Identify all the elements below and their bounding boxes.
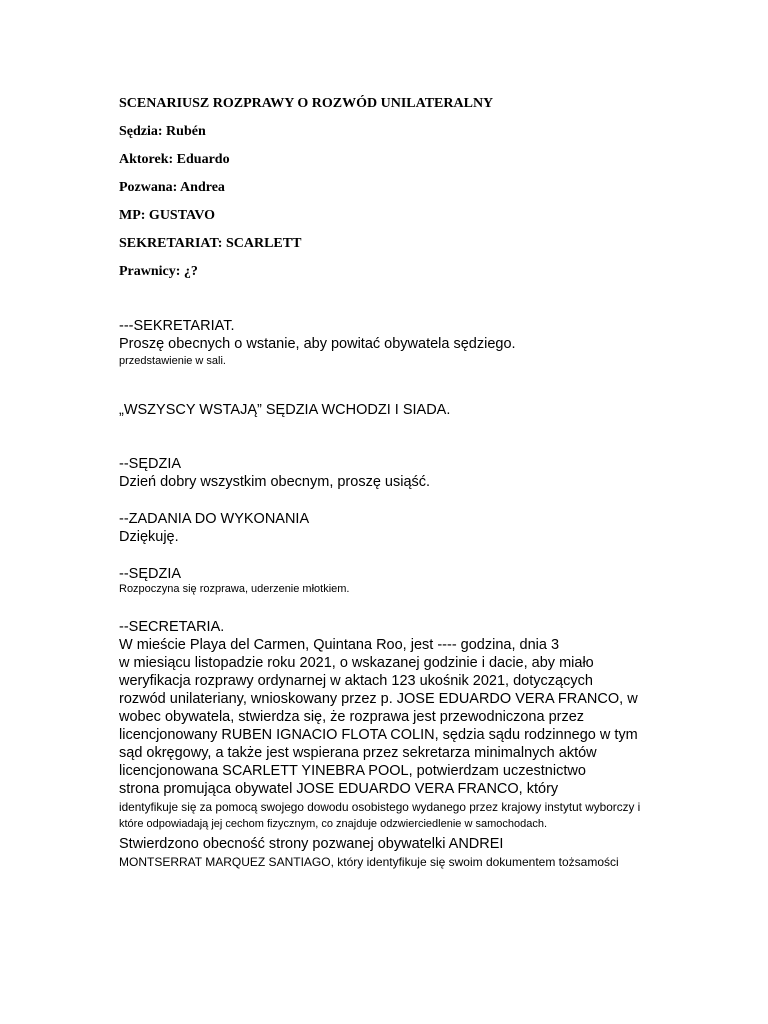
dialogue-line: licencjonowany RUBEN IGNACIO FLOTA COLIN, sędzia sądu rodzinnego w tym xyxy=(119,727,638,743)
role-prosecutor: MP: GUSTAVO xyxy=(119,208,216,223)
stage-direction: „WSZYSCY WSTAJĄ” SĘDZIA WCHODZI I SIADA. xyxy=(119,402,451,418)
dialogue-line-small: które odpowiadają jej cechom fizycznym, co znajduje odzwierciedlenie w samochodach. xyxy=(119,818,547,830)
speaker-judge: --SĘDZIA xyxy=(119,456,182,472)
role-defendant: Pozwana: Andrea xyxy=(119,180,225,195)
speaker-secretaria: --SECRETARIA. xyxy=(119,619,225,635)
dialogue-line: Dzień dobry wszystkim obecnym, proszę usiąść. xyxy=(119,474,431,490)
dialogue-line-small: identyfikuje się za pomocą swojego dowodu osobistego wydanego przez krajowy instytut wyborczy i xyxy=(119,800,641,814)
role-plaintiff: Aktorek: Eduardo xyxy=(119,152,230,167)
document-title: SCENARIUSZ ROZPRAWY O ROZWÓD UNILATERALNY xyxy=(119,96,494,111)
dialogue-line: Dziękuję. xyxy=(119,529,179,545)
dialogue-line: wobec obywatela, stwierdza się, że rozprawa jest przewodniczona przez xyxy=(119,709,585,725)
dialogue-line: Stwierdzono obecność strony pozwanej obywatelki ANDREI xyxy=(119,836,504,852)
stage-note: Rozpoczyna się rozprawa, uderzenie młotkiem. xyxy=(119,583,350,595)
dialogue-line: strona promująca obywatel JOSE EDUARDO VERA FRANCO, który xyxy=(119,781,559,797)
dialogue-line: sąd okręgowy, a także jest wspierana przez sekretarza minimalnych aktów xyxy=(119,745,597,761)
speaker-judge: --SĘDZIA xyxy=(119,566,182,582)
role-judge: Sędzia: Rubén xyxy=(119,124,206,139)
dialogue-line: Proszę obecnych o wstanie, aby powitać obywatela sędziego. xyxy=(119,336,516,352)
role-secretariat: SEKRETARIAT: SCARLETT xyxy=(119,236,302,251)
dialogue-line: licencjonowana SCARLETT YINEBRA POOL, potwierdzam uczestnictwo xyxy=(119,763,586,779)
dialogue-line: W mieście Playa del Carmen, Quintana Roo, jest ---- godzina, dnia 3 xyxy=(119,637,560,653)
speaker-secretariat: ---SEKRETARIAT. xyxy=(119,318,235,334)
dialogue-line: rozwód unilateriany, wnioskowany przez p. JOSE EDUARDO VERA FRANCO, w xyxy=(119,691,638,707)
dialogue-line: w miesiącu listopadzie roku 2021, o wskazanej godzinie i dacie, aby miało xyxy=(119,655,594,671)
speaker-tasks: --ZADANIA DO WYKONANIA xyxy=(119,511,310,527)
stage-note: przedstawienie w sali. xyxy=(119,355,226,367)
role-lawyers: Prawnicy: ¿? xyxy=(119,264,198,279)
dialogue-line: weryfikacja rozprawy ordynarnej w aktach 123 ukośnik 2021, dotyczących xyxy=(119,673,593,689)
dialogue-line-small: MONTSERRAT MARQUEZ SANTIAGO, który identyfikuje się swoim dokumentem tożsamości xyxy=(119,855,619,869)
